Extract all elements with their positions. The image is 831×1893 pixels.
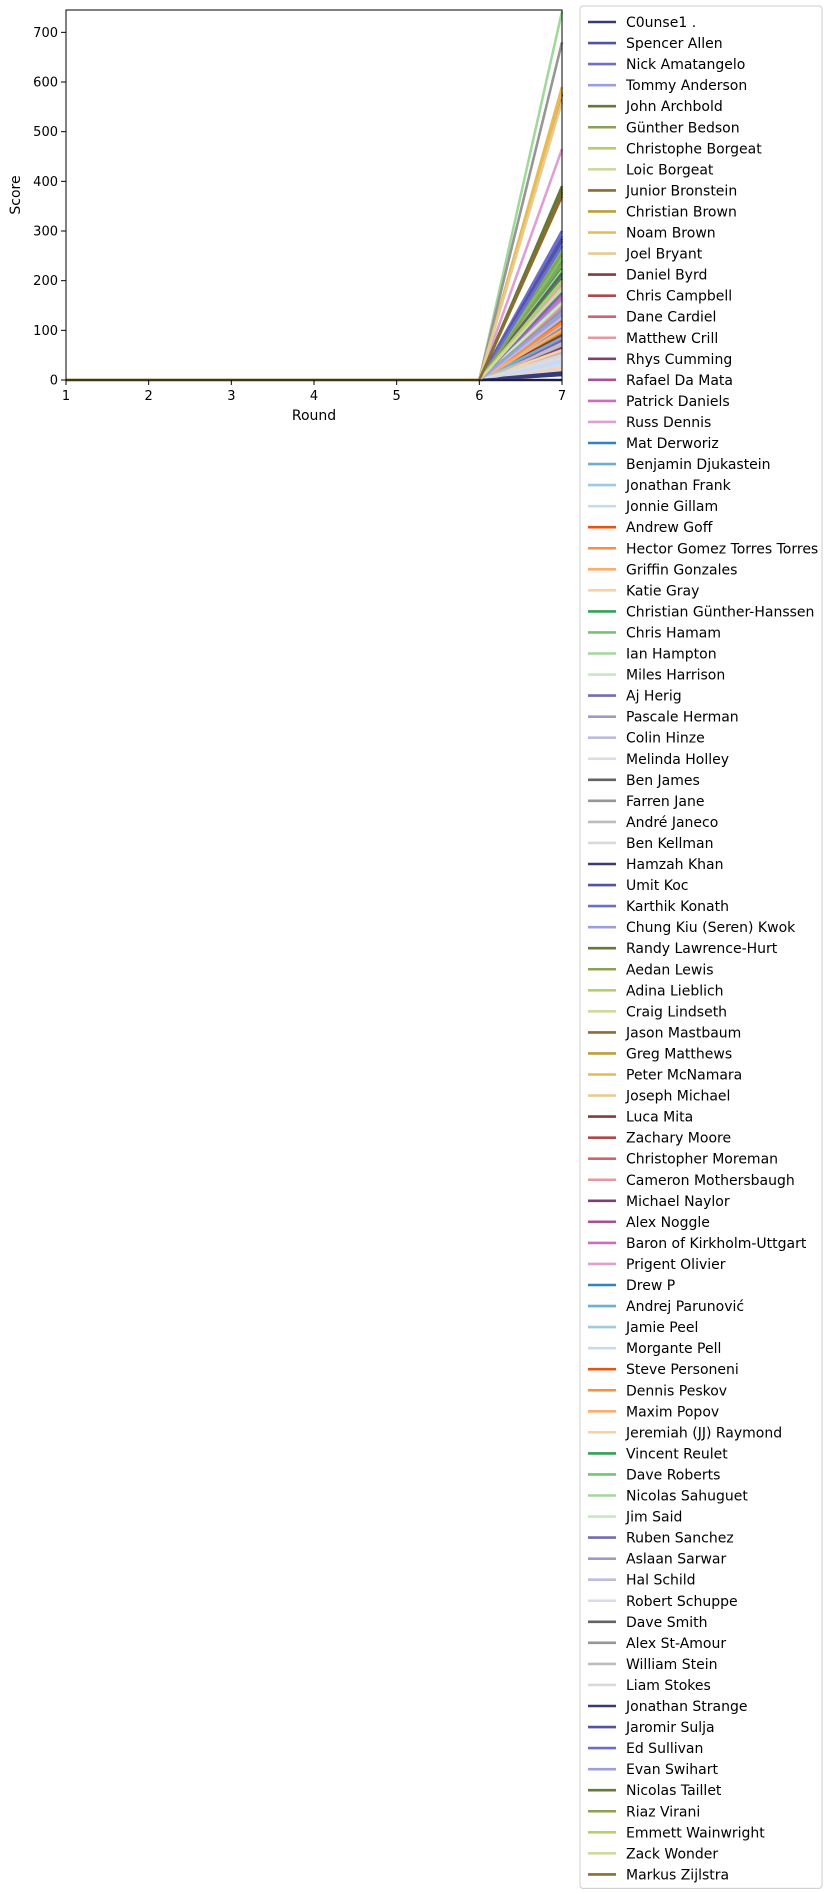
legend-label: Benjamin Djukastein [626,457,771,474]
legend-label: Daniel Byrd [626,267,708,284]
legend-label: Rhys Cumming [626,351,733,368]
legend-label: Farren Jane [626,793,705,810]
y-tick-label: 500 [33,125,58,141]
y-tick-label: 0 [49,373,58,389]
legend-label: Jonathan Frank [626,478,731,495]
legend-label: Andrew Goff [626,520,713,537]
legend-label: Dane Cardiel [626,309,717,326]
y-tick-label: 600 [33,75,58,91]
legend-label: Umit Koc [626,878,689,895]
legend-label: Günther Bedson [626,120,740,137]
legend-label: Tommy Anderson [626,78,748,95]
legend-label: Nicolas Sahuguet [626,1488,748,1505]
legend-label: Ruben Sanchez [626,1530,734,1547]
legend-label: Evan Swihart [626,1762,718,1779]
legend-label: Randy Lawrence-Hurt [626,941,778,958]
legend-label: Markus Zijlstra [626,1867,730,1884]
legend-label: Zachary Moore [626,1130,732,1147]
legend-label: Rafael Da Mata [626,372,733,389]
legend-label: Alex Noggle [626,1214,710,1231]
x-tick-label: 6 [475,389,484,404]
legend-label: Peter McNamara [626,1067,743,1084]
legend-label: Dennis Peskov [626,1383,728,1400]
legend-label: Dave Smith [626,1614,708,1631]
legend-label: Loic Borgeat [626,162,714,179]
x-tick-label: 3 [227,389,236,404]
x-tick-label: 5 [392,389,401,404]
x-axis-title: Round [291,408,337,424]
series-line-38 [66,42,562,380]
x-tick-label: 4 [309,389,319,404]
y-tick-label: 300 [33,224,58,240]
legend-label: Aj Herig [626,688,682,705]
legend-label: Ed Sullivan [626,1741,704,1758]
legend-label: Jonathan Strange [626,1699,748,1715]
legend-label: Zack Wonder [626,1846,719,1863]
legend-label: Miles Harrison [626,667,726,684]
plot-lines [66,12,562,381]
x-tick-label: 2 [144,389,153,404]
legend-label: Spencer Allen [626,36,723,53]
legend-label: Christophe Borgeat [626,141,762,158]
legend-label: Jeremiah (JJ) Raymond [626,1425,783,1442]
legend-label: Robert Schuppe [626,1593,738,1610]
legend-label: Christopher Moreman [626,1151,779,1168]
legend-label: Russ Dennis [626,414,712,431]
legend-label: William Stein [626,1656,718,1673]
legend-label: Morgante Pell [626,1341,722,1358]
legend-label: Chung Kiu (Seren) Kwok [626,920,796,937]
legend-label: John Archbold [626,99,723,116]
y-tick-label: 200 [33,274,58,290]
legend-label: Pascale Herman [626,709,739,726]
legend-label: André Janeco [626,814,719,831]
legend-label: Griffin Gonzales [626,562,738,579]
legend-label: Liam Stokes [626,1677,711,1694]
legend-label: Joseph Michael [626,1088,731,1105]
legend-label: Chris Campbell [626,288,733,305]
y-tick-label: 100 [33,323,58,339]
legend-label: Craig Lindseth [626,1004,728,1021]
legend-label: Katie Gray [626,583,700,600]
legend-label: Andrej Parunović [626,1299,745,1316]
legend-label: Jaromir Sulja [626,1720,715,1737]
x-axis [62,380,566,404]
legend-label: Cameron Mothersbaugh [626,1172,795,1189]
legend-label: Junior Bronstein [626,183,738,200]
legend-label: Patrick Daniels [626,393,730,410]
legend-label: Matthew Crill [626,330,719,347]
legend-label: Nick Amatangelo [626,57,746,74]
legend-label: Joel Bryant [626,246,703,263]
legend-label: Melinda Holley [626,751,730,768]
y-axis [33,26,66,389]
legend-label: Christian Günther-Hanssen [626,604,815,621]
legend-label: Jonnie Gillam [626,499,719,516]
legend-label: Baron of Kirkholm-Uttgart [626,1235,807,1252]
legend-label: Michael Naylor [626,1193,730,1210]
legend-label: Chris Hamam [626,625,721,642]
legend-label: Steve Personeni [626,1362,739,1379]
plot-frame [66,10,562,380]
legend-label: Noam Brown [626,225,716,242]
legend-label: Prigent Olivier [626,1256,726,1273]
x-tick-label: 1 [61,389,71,404]
legend-label: Vincent Reulet [626,1446,728,1463]
x-tick-label: 7 [557,389,567,404]
y-axis-title: Score [8,175,24,215]
legend-label: Ben James [626,772,700,789]
legend-label: Christian Brown [626,204,737,221]
legend-label: Hector Gomez Torres Torres [626,541,819,558]
legend [580,6,822,1888]
legend-label: Ben Kellman [626,835,714,852]
series-line-31 [66,12,562,381]
y-tick-label: 400 [33,174,58,190]
legend-label: Aedan Lewis [626,962,714,979]
legend-label: Greg Matthews [626,1046,733,1063]
legend-label: Colin Hinze [626,730,705,747]
legend-label: Jason Mastbaum [626,1025,742,1042]
legend-label: Luca Mita [626,1109,694,1126]
y-tick-label: 700 [33,25,58,41]
legend-label: C0unse1 . [626,15,697,31]
legend-label: Hal Schild [626,1572,696,1589]
legend-label: Karthik Konath [626,899,729,916]
legend-label: Mat Derworiz [626,436,719,452]
legend-label: Maxim Popov [626,1404,720,1421]
legend-label: Drew P [626,1278,676,1294]
legend-label: Hamzah Khan [626,857,724,873]
legend-label: Emmett Wainwright [626,1825,765,1842]
legend-label: Nicolas Taillet [626,1783,722,1800]
legend-label: Adina Lieblich [626,983,724,1000]
legend-label: Jim Said [626,1509,683,1526]
series-line-51 [66,92,562,380]
legend-label: Aslaan Sarwar [626,1551,727,1568]
legend-label: Jamie Peel [626,1320,699,1337]
legend-label: Dave Roberts [626,1467,721,1484]
legend-label: Riaz Virani [626,1804,701,1821]
legend-label: Ian Hampton [626,646,717,663]
series-line-11 [66,87,562,380]
legend-label: Alex St-Amour [626,1635,727,1652]
